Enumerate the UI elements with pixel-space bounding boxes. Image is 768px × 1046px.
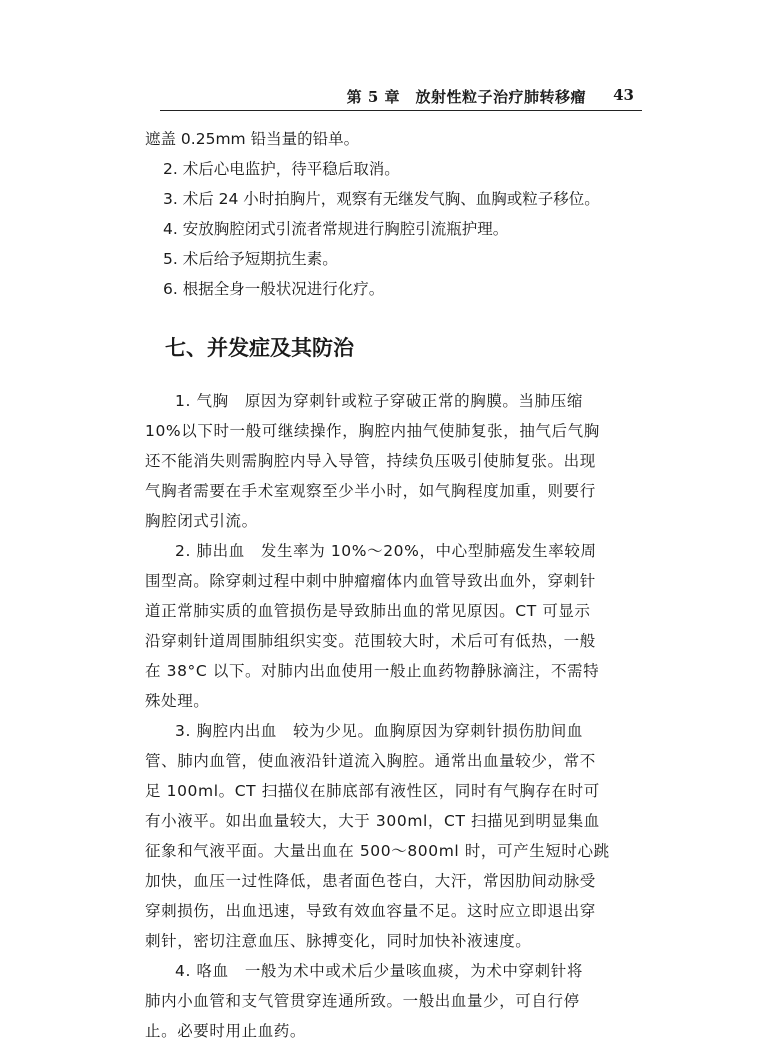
paragraph-line: 管、肺内血管，使血液沿针道流入胸腔。通常出血量较少，常不	[145, 752, 596, 770]
paragraph-line: 殊处理。	[145, 692, 210, 710]
paragraph-line: 加快，血压一过性降低，患者面色苍白，大汗，常因肋间动脉受	[145, 872, 596, 890]
paragraph-hemoptysis	[145, 956, 645, 1046]
paragraph-line: 有小液平。如出血量较大，大于 300ml，CT 扫描见到明显集血	[145, 812, 600, 830]
paragraph-line: 刺针，密切注意血压、脉搏变化，同时加快补液速度。	[145, 932, 532, 950]
postop-care-list	[145, 124, 645, 304]
paragraph-line: 1. 气胸 原因为穿刺针或粒子穿破正常的胸膜。当肺压缩	[175, 392, 583, 410]
paragraph-line: 2. 肺出血 发生率为 10%～20%，中心型肺癌发生率较周	[175, 542, 597, 560]
list-item: 4. 安放胸腔闭式引流者常规进行胸腔引流瓶护理。	[163, 220, 509, 238]
page-number: 43	[613, 86, 634, 104]
list-item: 3. 术后 24 小时拍胸片，观察有无继发气胸、血胸或粒子移位。	[163, 190, 600, 208]
paragraph-line: 胸腔闭式引流。	[145, 512, 258, 530]
list-item: 6. 根据全身一般状况进行化疗。	[163, 280, 385, 298]
paragraph-line: 还不能消失则需胸腔内导入导管，持续负压吸引使肺复张。出现	[145, 452, 596, 470]
paragraph-line: 4. 咯血 一般为术中或术后少量咳血痰，为术中穿刺针将	[175, 962, 583, 980]
paragraph-line: 围型高。除穿刺过程中刺中肿瘤瘤体内血管导致出血外，穿刺针	[145, 572, 596, 590]
paragraph-line: 穿刺损伤，出血迅速，导致有效血容量不足。这时应立即退出穿	[145, 902, 596, 920]
paragraph-line: 止。必要时用止血药。	[145, 1022, 307, 1040]
paragraph-lung-hemorrhage	[145, 536, 645, 716]
paragraph-line: 足 100ml。CT 扫描仪在肺底部有液性区，同时有气胸存在时可	[145, 782, 600, 800]
chapter-title: 第 5 章 放射性粒子治疗肺转移瘤	[346, 88, 586, 106]
paragraph-line: 气胸者需要在手术室观察至少半小时，如气胸程度加重，则要行	[145, 482, 596, 500]
section-heading: 七、并发症及其防治	[165, 335, 354, 360]
paragraph-line: 肺内小血管和支气管贯穿连通所致。一般出血量少，可自行停	[145, 992, 580, 1010]
running-header	[160, 86, 642, 111]
paragraph-line: 道正常肺实质的血管损伤是导致肺出血的常见原因。CT 可显示	[145, 602, 591, 620]
paragraph-line: 在 38°C 以下。对肺内出血使用一般止血药物静脉滴注，不需特	[145, 662, 600, 680]
paragraph-line: 10%以下时一般可继续操作，胸腔内抽气使肺复张，抽气后气胸	[145, 422, 600, 440]
paragraph-line: 沿穿刺针道周围肺组织实变。范围较大时，术后可有低热，一般	[145, 632, 596, 650]
paragraph-line: 征象和气液平面。大量出血在 500～800ml 时，可产生短时心跳	[145, 842, 610, 860]
paragraph-pneumothorax	[145, 386, 645, 536]
list-item: 5. 术后给予短期抗生素。	[163, 250, 338, 268]
paragraph-line: 3. 胸腔内出血 较为少见。血胸原因为穿刺针损伤肋间血	[175, 722, 583, 740]
paragraph-hemothorax	[145, 716, 645, 956]
list-item: 遮盖 0.25mm 铅当量的铅单。	[145, 130, 360, 148]
list-item: 2. 术后心电监护，待平稳后取消。	[163, 160, 400, 178]
page-body	[145, 124, 645, 1046]
